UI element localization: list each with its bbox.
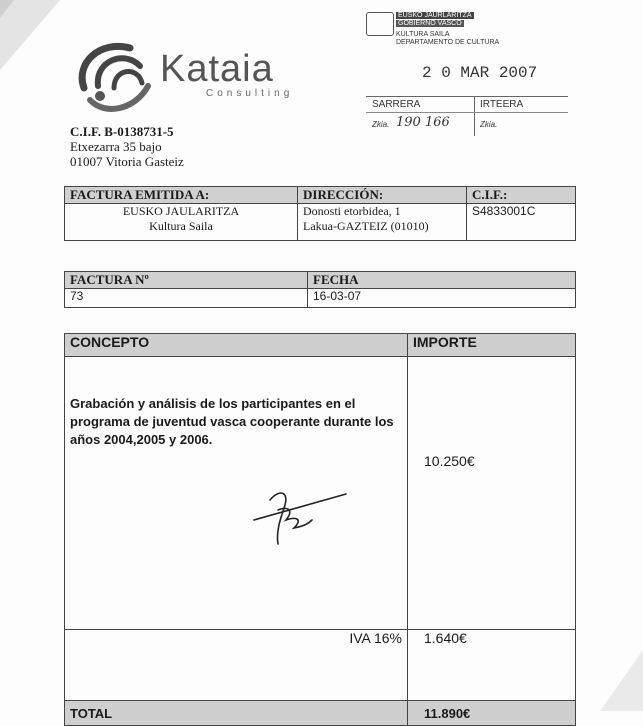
issuer-street: Etxezarra 35 bajo xyxy=(70,139,162,154)
iva-amount: 1.640€ xyxy=(408,630,576,701)
stamp-date: 2 0 MAR 2007 xyxy=(422,64,538,82)
header-amount: IMPORTE xyxy=(408,334,576,357)
header-invoice-number: FACTURA Nº xyxy=(65,272,308,289)
issuer-cif: C.I.F. B-0138731-5 xyxy=(70,124,174,139)
recipient-address-cell xyxy=(298,204,467,241)
recipient-name-cell xyxy=(65,204,298,241)
recipient-address-2: Lakua-GAZTEIZ (01010) xyxy=(303,219,429,233)
stamp-sarrera: SARRERA xyxy=(372,99,421,110)
stamp-rule xyxy=(366,112,568,113)
total-amount: 11.890€ xyxy=(408,701,576,726)
stamp-line-4: DEPARTAMENTO DE CULTURA xyxy=(396,39,500,46)
issuer-city: 01007 Vitoria Gasteiz xyxy=(70,154,184,169)
stamp-line-1: EUSKO JAURLARITZA xyxy=(398,12,472,19)
stamp-divider xyxy=(474,96,475,136)
concept-description: Grabación y análisis de los participantes en el programa de juventud vasca cooperante durante los años 2004,2005 y 2006. xyxy=(65,357,408,630)
recipient-name: EUSKO JAULARITZA xyxy=(122,204,240,218)
stamp-irteera: IRTEERA xyxy=(480,99,524,110)
signature-icon xyxy=(250,480,350,550)
invoice-number: 73 xyxy=(65,289,308,308)
invoice-date: 16-03-07 xyxy=(308,289,576,308)
logo-name: Kataia xyxy=(160,48,274,90)
stamp-line-3: KULTURA SAILA xyxy=(396,31,450,38)
header-date: FECHA xyxy=(308,272,576,289)
header-cif: C.I.F.: xyxy=(467,187,576,204)
registry-stamp xyxy=(366,12,570,140)
stamp-line-2: GOBIERNO VASCO xyxy=(398,20,462,27)
iva-label: IVA 16% xyxy=(65,630,408,701)
recipient-dept: Kultura Saila xyxy=(149,219,213,233)
recipient-address-1: Donosti etorbidea, 1 xyxy=(303,204,401,218)
header-concept: CONCEPTO xyxy=(65,334,408,357)
logo-subtitle: Consulting xyxy=(206,88,294,99)
total-label: TOTAL xyxy=(65,701,408,726)
header-recipient: FACTURA EMITIDA A: xyxy=(65,187,298,204)
stamp-number: 190 166 xyxy=(396,115,450,130)
recipient-cif: S4833001C xyxy=(467,204,576,241)
concept-amount: 10.250€ xyxy=(408,357,576,630)
kataia-logo-icon xyxy=(70,38,160,118)
invoice-meta-table xyxy=(64,271,576,308)
stamp-zkia: Zkia. xyxy=(372,120,390,129)
seal-icon xyxy=(366,12,394,36)
stamp-zkia-out: Zkia. xyxy=(480,120,498,129)
recipient-table xyxy=(64,186,576,241)
header-address: DIRECCIÓN: xyxy=(298,187,467,204)
